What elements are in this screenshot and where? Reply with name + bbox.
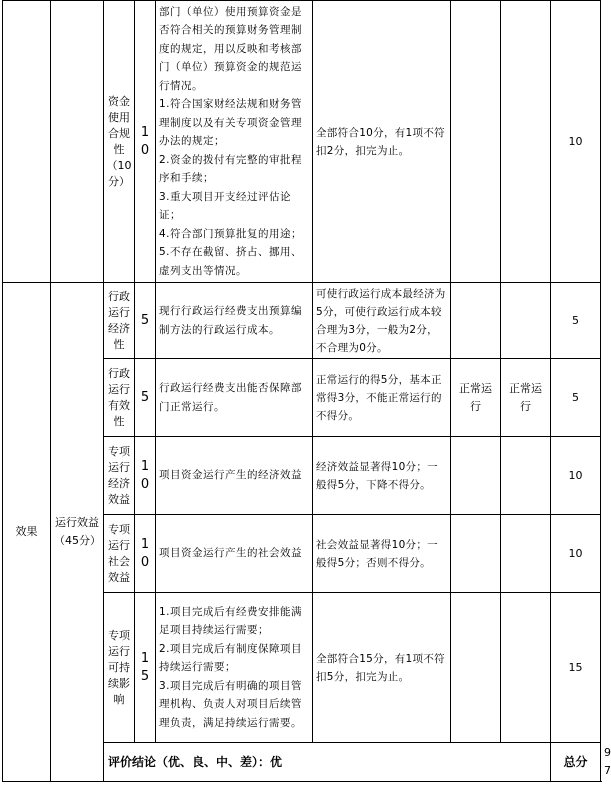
rule-cell: 可使行政运行成本最经济为5分，可使行政运行成本较合理为3分，一般为2分，不合理为0分。 <box>313 283 451 359</box>
actual-cell <box>501 593 551 743</box>
indicator-cell: 专项运行社会效益 <box>104 515 135 593</box>
indicator-cell: 资金使用合规性（10分） <box>104 1 135 283</box>
evaluation-conclusion: 评价结论（优、良、中、差）：优 <box>104 743 551 782</box>
score-cell: 10 <box>551 515 601 593</box>
actual-cell <box>501 437 551 515</box>
actual-cell <box>501 1 551 283</box>
rule-cell: 社会效益显著得10分；一般得5分；否则不得分。 <box>313 515 451 593</box>
standard-line: 2.项目完成后有制度保障项目持续运行需要； <box>159 642 303 674</box>
standard-cell <box>156 1 313 283</box>
standard-line: 部门（单位）使用预算资金是否符合相关的预算财务管理制度的规定，用以反映和考核部门（单位）预算资金的规范运行情况。 <box>159 5 302 92</box>
standard-line: 5.不存在截留、挤占、挪用、虚列支出等情况。 <box>159 246 303 277</box>
level1-cell-empty <box>3 1 51 283</box>
level2-cell: 运行效益（45分） <box>51 283 104 782</box>
score-cell: 5 <box>551 359 601 437</box>
table-row <box>3 283 601 359</box>
indicator-cell: 专项运行经济效益 <box>104 437 135 515</box>
target-cell: 正常运行 <box>451 359 501 437</box>
target-cell <box>451 515 501 593</box>
standard-line: 现行行政运行经费支出预算编制方法的行政运行成本。 <box>159 305 302 336</box>
standard-cell <box>156 515 313 593</box>
weight-cell: 15 <box>135 593 156 743</box>
target-cell <box>451 437 501 515</box>
standard-line: 项目资金运行产生的经济效益 <box>159 469 302 482</box>
rule-cell: 正常运行的得5分，基本正常得3分，不能正常运行的不得分。 <box>313 359 451 437</box>
standard-line: 2.资金的拨付有完整的审批程序和手续； <box>159 153 303 185</box>
target-cell <box>451 283 501 359</box>
score-cell: 15 <box>551 593 601 743</box>
indicator-cell: 行政运行有效性 <box>104 359 135 437</box>
table-row <box>3 1 601 283</box>
score-cell: 5 <box>551 283 601 359</box>
indicator-cell: 行政运行经济性 <box>104 283 135 359</box>
standard-cell <box>156 283 313 359</box>
standard-cell <box>156 437 313 515</box>
rule-cell: 全部符合15分，有1项不符扣5分，扣完为止。 <box>313 593 451 743</box>
actual-cell <box>501 515 551 593</box>
weight-cell: 5 <box>135 359 156 437</box>
standard-line: 4.符合部门预算批复的用途； <box>159 227 303 240</box>
actual-cell <box>501 283 551 359</box>
weight-cell: 10 <box>135 437 156 515</box>
weight-cell: 10 <box>135 515 156 593</box>
total-score-label: 总分 <box>551 743 601 782</box>
score-cell: 10 <box>551 1 601 283</box>
standard-line: 3.重大项目开支经过评估论证； <box>159 190 292 222</box>
level1-cell: 效果 <box>3 283 51 782</box>
weight-cell: 5 <box>135 283 156 359</box>
rule-cell: 全部符合10分，有1项不符扣2分，扣完为止。 <box>313 1 451 283</box>
standard-line: 1.项目完成后有经费安排能满足项目持续运行需要； <box>159 605 303 637</box>
level2-cell-empty <box>51 1 104 283</box>
indicator-cell: 专项运行可持续影响 <box>104 593 135 743</box>
standard-line: 项目资金运行产生的社会效益 <box>159 547 302 560</box>
target-cell <box>451 593 501 743</box>
standard-line: 3.项目完成后有明确的项目管理机构、负责人对项目后续管理负责，满足持续运行需要。 <box>159 679 303 729</box>
actual-cell: 正常运行 <box>501 359 551 437</box>
target-cell <box>451 1 501 283</box>
score-cell: 10 <box>551 437 601 515</box>
standard-cell <box>156 593 313 743</box>
evaluation-table <box>2 0 611 782</box>
rule-cell: 经济效益显著得10分；一般得5分，下降不得分。 <box>313 437 451 515</box>
summary-row: 评价结论（优、良、中、差）：优 总分 97 <box>3 743 601 782</box>
standard-line: 行政运行经费支出能否保障部门正常运行。 <box>159 382 302 413</box>
weight-cell: 10 <box>135 1 156 283</box>
standard-cell <box>156 359 313 437</box>
standard-line: 1.符合国家财经法规和财务管理制度以及有关专项资金管理办法的规定； <box>159 98 303 148</box>
